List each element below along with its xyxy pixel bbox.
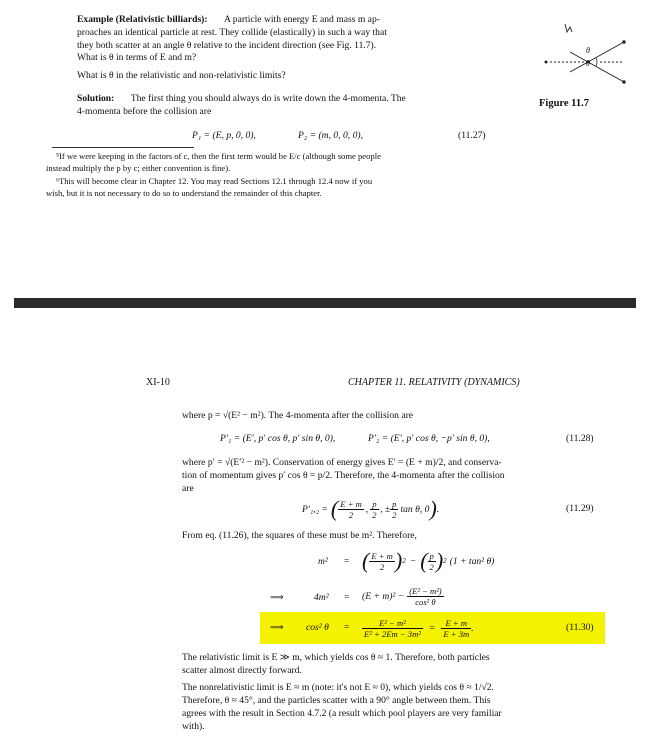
particle-upper-dot: [622, 40, 625, 43]
nonrelativistic-line-2: Therefore, θ ≈ 45°, and the particles scatter with a 90° angle between them. This: [182, 695, 491, 706]
footnote-6-line-2: wish, but it is not necessary to do so to understand the remainder of this chapter.: [46, 188, 322, 198]
derivation-1-rhs: ( $\frac{E + m}{2}$ ) 2 − ( $\frac{p}{2}$ ) 2 (1 + tan² θ): [362, 548, 495, 573]
derivation-2-lhs: 4m²: [314, 592, 329, 603]
page-number: XI-10: [146, 377, 170, 388]
problem-line-1: A particle with energy E and mass m ap-: [223, 14, 380, 25]
equation-11-29-number: (11.29): [566, 503, 594, 514]
conservation-line-3: are: [182, 483, 194, 494]
nonrelativistic-line-4: with).: [182, 721, 205, 732]
equation-11-27-p1: P₁ = (E, p, 0, 0),: [192, 130, 256, 141]
scattering-diagram: [540, 18, 630, 90]
particle-lower-dot: [622, 80, 625, 83]
equation-11-28-p1: P′₁ = (E′, p′ cos θ, p′ sin θ, 0),: [220, 433, 336, 444]
derivation-1-equals: =: [344, 556, 350, 567]
problem-line-4: What is θ in terms of E and m?: [77, 52, 197, 63]
chapter-header: CHAPTER 11. RELATIVITY (DYNAMICS): [348, 377, 520, 388]
solution-line-1: The first thing you should always do is write down the 4-momenta. The: [130, 93, 406, 104]
figure-theta-lower: θ: [586, 59, 590, 68]
equation-11-28-number: (11.28): [566, 433, 594, 444]
angle-arc-upper: [596, 58, 597, 62]
eq-11-29-tail: tan θ, 0: [400, 503, 430, 515]
derivation-3-arrow: ⟹: [270, 622, 284, 633]
where-p-line: where p = √(E² − m²). The 4-momenta after the collision are: [182, 410, 414, 421]
problem-line-3: they both scatter at an angle θ relative to the incident direction (see Fig. 11.7).: [77, 40, 377, 51]
angle-arc-lower: [596, 62, 597, 66]
eq-11-29-frac-c: $\frac{p}{2}$: [392, 498, 397, 520]
eq-11-29-lhs: P′₁,₂ =: [302, 503, 328, 515]
conservation-line-2: tion of momentum gives p′ cos θ = p/2. Therefore, the 4-momenta after the collision: [182, 470, 505, 481]
equation-11-30-number: (11.30): [566, 622, 594, 633]
solution-line-2: 4-momenta before the collision are: [77, 106, 212, 117]
derivation-3-lhs: cos² θ: [306, 622, 329, 633]
relativistic-line-1: The relativistic limit is E ≫ m, which yields cos θ ≈ 1. Therefore, both particles: [182, 652, 490, 663]
open-paren: (: [330, 496, 339, 521]
eq-11-29-frac-a: $\frac{E + m}{2}$: [340, 498, 362, 520]
equation-11-28-p2: P′₂ = (E′, p′ cos θ, −p′ sin θ, 0),: [368, 433, 490, 444]
footnote-5-line-2: instead multiply the p by c; either convention is fine).: [46, 163, 231, 173]
eq-11-29-frac-b: $\frac{p}{2}$: [372, 498, 377, 520]
footnote-6-line-1: ⁶This will become clear in Chapter 12. You may read Sections 12.1 through 12.4 now if you: [56, 176, 373, 186]
derivation-3-rhs: $\frac{\text{E² − m²}}{\text{E² + 2Em − 3m²}}$ = $\frac{E + m}{E + 3m}$ .: [364, 617, 474, 639]
equation-11-27-number: (11.27): [458, 130, 486, 141]
from-eq-line: From eq. (11.26), the squares of these must be m². Therefore,: [182, 530, 417, 541]
conservation-line-1: where p′ = √(E′² − m²). Conservation of energy gives E′ = (E + m)/2, and conserva-: [182, 457, 502, 468]
scattered-path-upper: [588, 42, 624, 62]
solution-label: Solution:: [77, 93, 115, 104]
derivation-3-equals: =: [344, 622, 350, 633]
equation-11-29: P′₁,₂ = ( $\frac{E + m}{2}$ , $\frac{p}{2}$ , ± $\frac{p}{2}$ tan θ, 0 ) .: [302, 496, 440, 521]
derivation-2-equals: =: [344, 592, 350, 603]
eq-11-29-pm: ±: [384, 503, 391, 515]
example-title: Example (Relativistic billiards):: [77, 14, 208, 25]
page-divider-bar: [14, 298, 636, 308]
figure-theta-upper: θ: [586, 46, 590, 55]
relativistic-line-2: scatter almost directly forward.: [182, 665, 302, 676]
problem-line-5: What is θ in the relativistic and non-relativistic limits?: [77, 70, 286, 81]
scattered-path-lower: [588, 62, 624, 82]
equation-11-27-p2: P₂ = (m, 0, 0, 0),: [298, 130, 363, 141]
derivation-1-lhs: m²: [318, 556, 328, 567]
nonrelativistic-line-1: The nonrelativistic limit is E ≈ m (note: it's not E ≈ 0), which yields cos θ ≈ 1/√2.: [182, 682, 494, 693]
figure-caption: Figure 11.7: [539, 98, 589, 109]
derivation-2-rhs: (E + m)² − $\frac{\text{(E² − m²)}}{\text{cos² θ}}$: [362, 585, 442, 607]
derivation-2-arrow: ⟹: [270, 592, 284, 603]
pen-mark-icon: [565, 24, 572, 32]
close-paren: ): [429, 496, 437, 521]
incoming-particle-dot: [545, 61, 548, 64]
footnote-5-line-1: ⁵If we were keeping in the factors of c, then the first term would be E/c (although some people: [56, 151, 381, 161]
problem-line-2: proaches an identical particle at rest. They collide (elastically) in such a way that: [77, 27, 387, 38]
footnote-rule: [52, 147, 194, 148]
nonrelativistic-line-3: agrees with the result in Section 4.7.2 (a result which pool players are very familiar: [182, 708, 502, 719]
